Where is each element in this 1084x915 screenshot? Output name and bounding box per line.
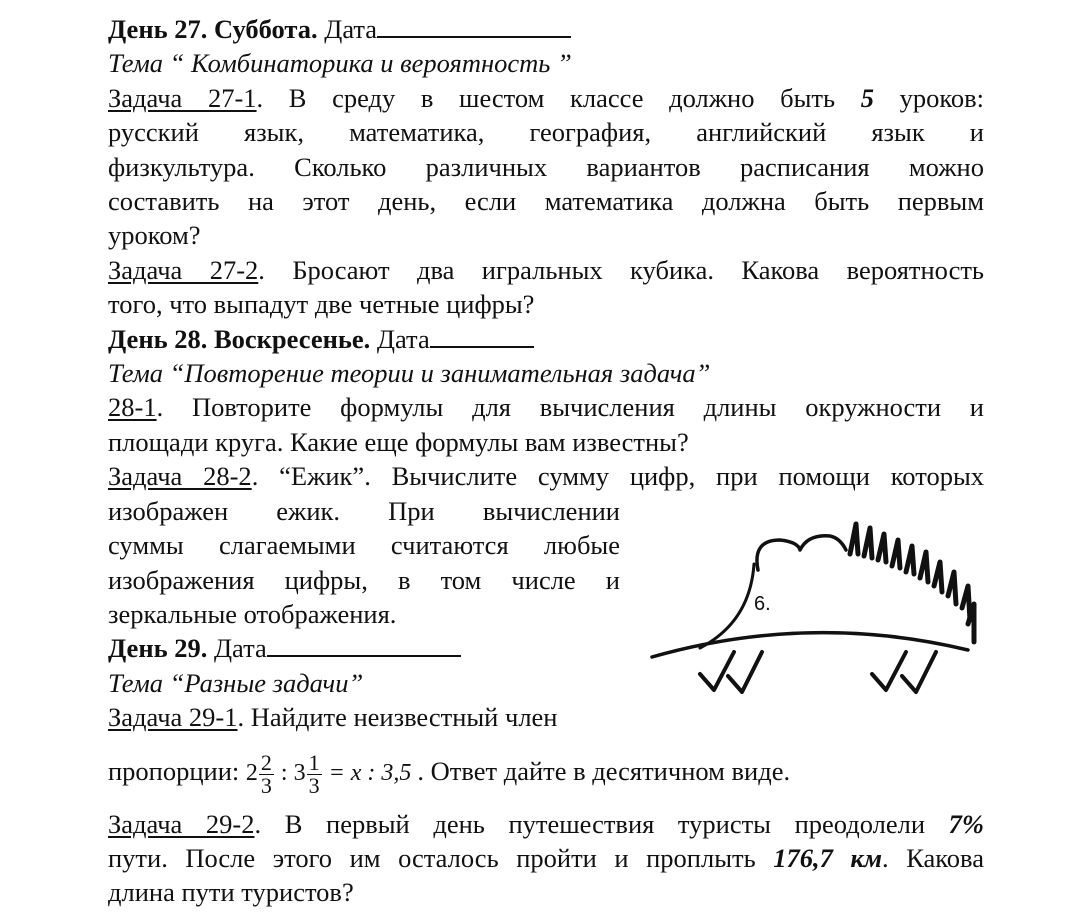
day28-date-blank [430, 322, 534, 348]
task29-2-line2 [108, 841, 984, 875]
mixed2-whole: 3 [293, 759, 306, 786]
day28-date-label: Дата [376, 323, 430, 354]
hedgehog-figure [650, 512, 990, 712]
day28-heading: День 28. Воскресенье. [108, 323, 371, 354]
hedgehog-head-curve [757, 536, 846, 570]
task27-1-label: Задача 27-1 [108, 82, 257, 113]
hedgehog-ground-line [652, 633, 968, 657]
task27-1-text-b: уроков: [873, 82, 984, 113]
task28-1-line1 [108, 390, 984, 424]
task27-1-line1 [108, 81, 984, 115]
task27-2-line1 [108, 253, 984, 287]
task29-2-text-c: . Какова [882, 842, 984, 873]
day29-date-blank [267, 631, 461, 657]
hedgehog-spikes [850, 524, 974, 642]
proportion-rhs: = x : 3,5 [322, 759, 412, 786]
proportion-suffix: . Ответ дайте в десятичном виде. [417, 755, 791, 786]
frac2-denominator: 3 [308, 772, 320, 798]
frac2-numerator: 1 [308, 749, 320, 775]
mixed2-fraction [307, 749, 322, 798]
task28-2-line1 [108, 459, 984, 493]
proportion-prefix: пропорции: [108, 755, 246, 786]
task29-2-distance: 176,7 км [773, 842, 883, 873]
day28-heading-line [108, 322, 984, 356]
task27-1-number: 5 [860, 82, 874, 113]
day29-heading: День 29. [108, 633, 208, 664]
task28-2-text: . “Ежик”. Вычислите сумму цифр, при помощи которых [251, 461, 984, 492]
task29-2-text-a: . В первый день путешествия туристы преодолели [254, 808, 949, 839]
day27-topic: Тема “ Комбинаторика и вероятность ” [108, 48, 572, 79]
mixed1-whole: 2 [245, 759, 258, 786]
day27-heading-line [108, 12, 984, 46]
hedgehog-feet [700, 652, 936, 692]
task29-1-proportion-line [108, 735, 984, 807]
task27-2-line2: того, что выпадут две четные цифры? [108, 289, 535, 320]
mixed1-fraction [259, 749, 274, 798]
task28-2-line5: зеркальные отображения. [108, 598, 397, 629]
task28-1-label: 28-1 [108, 392, 157, 423]
day27-date-label: Дата [324, 14, 378, 44]
frac1-denominator: 3 [260, 772, 272, 798]
task29-2-line3: длина пути туристов? [108, 877, 354, 908]
task29-2-line1 [108, 807, 984, 841]
task29-1-text: . Найдите неизвестный член [237, 702, 558, 733]
hedgehog-body-curve [700, 564, 754, 648]
task29-2-label: Задача 29-2 [108, 808, 255, 839]
task28-2-line3: суммы слагаемыми считаются любые [108, 530, 620, 561]
day29-date-label: Дата [213, 633, 267, 664]
task27-2-text: . Бросают два игральных кубика. Какова вероятность [258, 254, 984, 285]
task27-1-line3: физкультура. Сколько различных вариантов расписания можно [108, 151, 984, 182]
task27-1-line4: составить на этот день, если математика должна быть первым [108, 186, 984, 217]
task27-1-line2: русский язык, математика, география, английский язык и [108, 117, 984, 148]
task28-1-line2: площади круга. Какие еще формулы вам известны? [108, 426, 689, 457]
task27-1-text-a: . В среду в шестом классе должно быть [256, 82, 861, 113]
task29-2-text-b: пути. После этого им осталось пройти и проплыть [108, 842, 774, 873]
day29-topic: Тема “Разные задачи” [108, 667, 364, 698]
day28-topic: Тема “Повторение теории и занимательная задача” [108, 358, 711, 389]
proportion-formula [245, 749, 418, 798]
frac1-numerator: 2 [260, 749, 272, 775]
task28-2-line2: изображен ежик. При вычислении [108, 495, 620, 526]
task29-1-label: Задача 29-1 [108, 702, 238, 733]
task27-1-line5: уроком? [108, 220, 201, 251]
task28-1-text: . Повторите формулы для вычисления длины окружности и [156, 392, 984, 423]
day27-heading: День 27. Суббота. [108, 14, 318, 44]
task29-2-percent: 7% [948, 808, 984, 839]
task27-2-label: Задача 27-2 [108, 254, 259, 285]
task28-2-line4: изображения цифры, в том числе и [108, 564, 620, 595]
day27-date-blank [377, 12, 571, 38]
proportion-colon: : [274, 759, 294, 786]
task28-2-label: Задача 28-2 [108, 461, 252, 492]
figure-number-label: 6. [754, 593, 771, 615]
worksheet-page [108, 12, 984, 910]
